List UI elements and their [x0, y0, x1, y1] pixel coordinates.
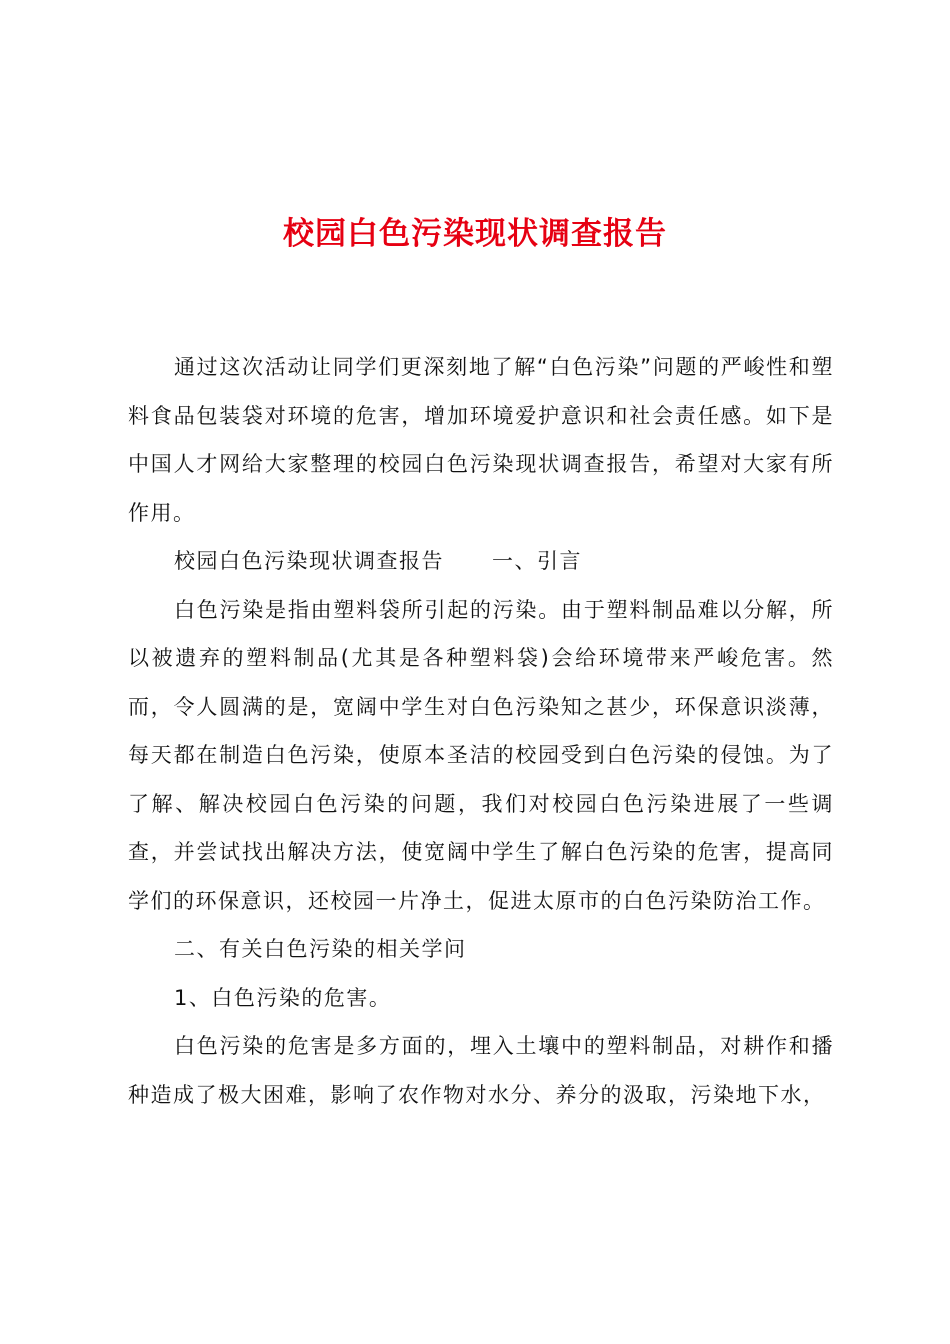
section-heading-knowledge: 二、有关白色污染的相关学问 — [174, 937, 467, 961]
introduction-paragraph: 白色污染是指由塑料袋所引起的污染。由于塑料制品难以分解，所以被遗弃的塑料制品(尤其是各种塑料袋)会给环境带来严峻危害。然而，令人圆满的是，宽阔中学生对白色污染知之甚少，环保意识淡薄，每天都在制造白色污染，使原本圣洁的校园受到白色污染的侵蚀。为了了解、解决校园白色污染的问题，我们对校园白色污染进展了一些调查，并尝试找出解决方法，使宽阔中学生了解白色污染的危害，提高同学们的环保意识，还校园一片净土，促进太原市的白色污染防治工作。 — [128, 597, 834, 913]
section-line — [128, 537, 834, 586]
hazards-paragraph: 白色污染的危害是多方面的，埋入土壤中的塑料制品，对耕作和播种造成了极大困难，影响了农作物对水分、养分的汲取，污染地下水， — [128, 1034, 834, 1107]
section-heading-introduction: 一、引言 — [492, 549, 582, 573]
document-body — [128, 343, 834, 1119]
document-title: 校园白色污染现状调查报告 — [283, 216, 667, 252]
section-line-report-title: 校园白色污染现状调查报告 — [174, 549, 444, 573]
intro-paragraph: 通过这次活动让同学们更深刻地了解“白色污染”问题的严峻性和塑料食品包装袋对环境的危害，增加环境爱护意识和社会责任感。如下是中国人才网给大家整理的校园白色污染现状调查报告，希望对大家有所作用。 — [128, 355, 834, 525]
subsection-heading-hazards: 1、白色污染的危害。 — [174, 985, 392, 1010]
